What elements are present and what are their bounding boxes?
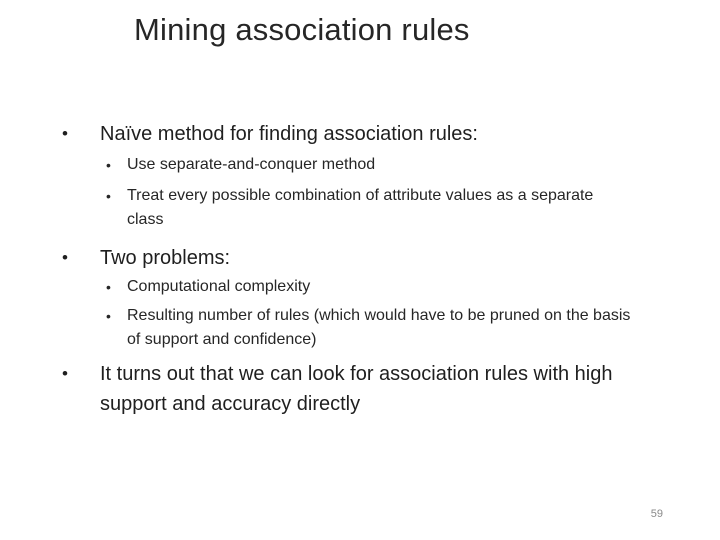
slide-title: Mining association rules: [134, 12, 470, 47]
bullet-item-two-problems: [62, 243, 670, 273]
bullet-marker: •: [62, 248, 68, 267]
bullet-marker: •: [62, 124, 68, 143]
sub-bullet-text: Computational complexity: [127, 278, 311, 295]
bullet-marker: •: [106, 157, 111, 173]
bullet-marker: •: [106, 308, 111, 324]
bullet-marker: •: [106, 279, 111, 295]
sub-bullet-text: Use separate-and-conquer method: [127, 156, 376, 173]
sub-bullet-text: Treat every possible combination of attribute values as a separate class: [127, 187, 594, 228]
sub-bullet-item: [106, 304, 642, 352]
sub-bullet-text: Resulting number of rules (which would have to be pruned on the basis of support and confidence): [127, 307, 631, 348]
bullet-text: Two problems:: [100, 247, 231, 269]
bullet-item-conclusion: [62, 359, 640, 419]
bullet-item-naive-method: [62, 119, 670, 149]
bullet-marker: •: [106, 188, 111, 204]
page-number: 59: [650, 508, 663, 520]
bullet-text: It turns out that we can look for association rules with high support and accuracy directly: [100, 363, 613, 415]
bullet-marker: •: [62, 364, 68, 383]
sub-bullet-item: [106, 153, 647, 177]
sub-bullet-item: [106, 184, 607, 232]
bullet-text: Naïve method for finding association rules:: [100, 123, 478, 145]
sub-bullet-item: [106, 275, 647, 299]
